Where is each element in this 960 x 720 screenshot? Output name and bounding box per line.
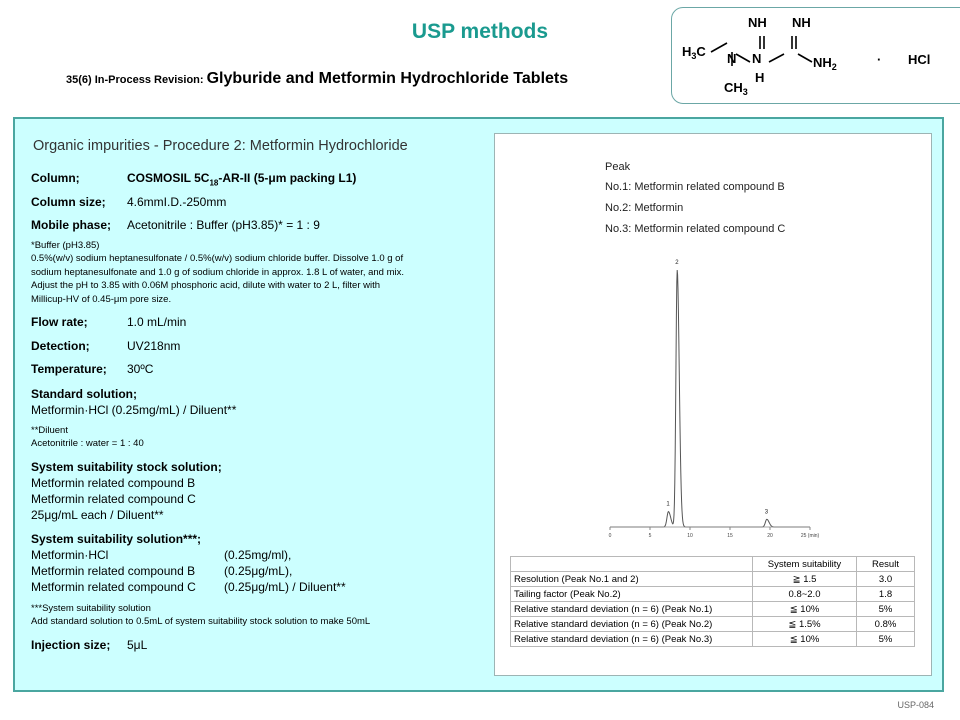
subtitle-main: Glyburide and Metformin Hydrochloride Tablets [206, 70, 569, 87]
column-value: COSMOSIL $5C_{18}-AR-II$ (5-μm packing L1) [127, 171, 357, 188]
peak-legend-title: Peak [605, 161, 631, 173]
column-row [31, 171, 356, 187]
buffer-note-line: 0.5%(w/v) sodium heptanesulfonate / 0.5%(w/v) sodium chloride buffer. Dissolve 1.0 g of [31, 253, 404, 265]
ss-row: Metformin·HCl (0.25mg/ml), [31, 548, 292, 562]
table-cell: 5% [857, 632, 915, 647]
struct-n-2: N [752, 51, 762, 66]
buffer-note-line: Millicup-HV of 0.45-μm pore size. [31, 293, 172, 305]
standard-solution-value: Metformin·HCl (0.25mg/mL) / Diluent** [31, 403, 237, 417]
x-tick-label: 20 [767, 533, 773, 539]
flow-rate-row [31, 315, 186, 329]
column-size-value: 4.6mmI.D.-250mm [127, 195, 227, 209]
x-tick-label: 0 [608, 533, 612, 539]
x-tick-label: 25 (min) [800, 533, 820, 539]
method-heading: Organic impurities - Procedure 2: Metformin Hydrochloride [33, 138, 408, 154]
temperature-row [31, 362, 153, 376]
struct-ch3: $CH_3$ [724, 80, 748, 97]
mobile-phase-label: Mobile phase; [31, 218, 112, 232]
struct-nh2: $NH_2$ [813, 55, 837, 72]
results-header-row [511, 557, 915, 572]
table-cell: Relative standard deviation (n = 6) (Peak No.1) [511, 602, 753, 617]
ss-row: Metformin related compound B (0.25μg/mL), [31, 564, 293, 578]
diluent-note [31, 424, 144, 451]
table-cell: 5% [857, 602, 915, 617]
sss-line: Metformin related compound C [31, 492, 196, 506]
footer-code: USP-084 [897, 700, 934, 710]
detection-label: Detection; [31, 339, 90, 353]
table-row [511, 632, 915, 647]
chemical-structure [671, 7, 960, 104]
metformin-hcl-structure [672, 8, 960, 105]
table-cell: ≦ 1.5% [753, 617, 857, 632]
table-cell: ≦ 10% [753, 632, 857, 647]
ss-note [31, 602, 370, 629]
column-label: Column; [31, 171, 80, 185]
table-row [511, 602, 915, 617]
table-cell: ≦ 10% [753, 602, 857, 617]
x-tick-label: 5 [648, 533, 652, 539]
temperature-label: Temperature; [31, 362, 107, 376]
results-header-cell: System suitability [753, 557, 857, 572]
table-cell: 1.8 [857, 587, 915, 602]
buffer-note-line: Adjust the pH to 3.85 with 0.06M phosphoric acid, dilute with water to 2 L, filter with [31, 280, 381, 292]
struct-dot: · [877, 52, 882, 67]
flow-rate-label: Flow rate; [31, 315, 88, 329]
struct-h3c: $H_3C$ [682, 44, 706, 61]
x-tick-label: 10 [687, 533, 693, 539]
sss-block [31, 460, 222, 523]
table-cell: 3.0 [857, 572, 915, 587]
sss-lines [31, 475, 222, 523]
diluent-note-line: Acetonitrile : water = 1 : 40 [31, 438, 144, 450]
injection-value: 5μL [127, 638, 148, 652]
x-tick-label: 15 [727, 533, 733, 539]
buffer-note [31, 239, 404, 306]
peak-legend-item: No.1: Metformin related compound B [605, 181, 785, 193]
peak-label: 2 [675, 260, 679, 266]
ss-note-line: Add standard solution to 0.5mL of system suitability stock solution to make 50mL [31, 616, 371, 628]
injection-row [31, 638, 147, 652]
page-subtitle [66, 70, 568, 88]
detection-row [31, 339, 180, 353]
table-cell: Relative standard deviation (n = 6) (Peak No.2) [511, 617, 753, 632]
flow-rate-value: 1.0 mL/min [127, 315, 187, 329]
standard-solution-block [31, 387, 236, 417]
column-size-label: Column size; [31, 195, 106, 209]
standard-solution-label: Standard solution; [31, 387, 137, 401]
table-cell: 0.8% [857, 617, 915, 632]
results-table [510, 556, 915, 647]
struct-hcl: HCl [908, 52, 931, 67]
ss-block [31, 532, 346, 595]
mobile-phase-value: Acetonitrile : Buffer (pH3.85)* = 1 : 9 [127, 218, 320, 232]
table-row [511, 617, 915, 632]
subtitle-prefix: 35(6) In-Process Revision: [66, 74, 207, 86]
page-title: USP methods [411, 20, 549, 43]
struct-n-1: N [727, 51, 737, 66]
buffer-note-line: sodium heptanesulfonate and 1.0 g of sodium chloride in approx. 1.8 L of water, and mix. [31, 266, 405, 278]
column-size-row [31, 195, 226, 209]
table-row [511, 587, 915, 602]
ss-label: System suitability solution***; [31, 532, 202, 546]
struct-nh-2: NH [792, 15, 811, 30]
ss-rows [31, 547, 346, 595]
chromatogram-trace [610, 270, 810, 527]
table-cell: Tailing factor (Peak No.2) [511, 587, 753, 602]
injection-label: Injection size; [31, 638, 111, 652]
ss-note-line: ***System suitability solution [31, 603, 151, 614]
table-cell: ≧ 1.5 [753, 572, 857, 587]
table-cell: Resolution (Peak No.1 and 2) [511, 572, 753, 587]
peak-legend-item: No.2: Metformin [605, 202, 684, 214]
diluent-note-line: **Diluent [31, 425, 68, 436]
results-header-cell [511, 557, 753, 572]
peak-label: 1 [666, 501, 670, 508]
mobile-phase-row [31, 218, 320, 232]
struct-nh-1: NH [748, 15, 767, 30]
sss-label: System suitability stock solution; [31, 460, 222, 474]
table-row [511, 572, 915, 587]
sss-line: 25μg/mL each / Diluent** [31, 508, 164, 522]
table-cell: Relative standard deviation (n = 6) (Peak No.3) [511, 632, 753, 647]
detection-value: UV218nm [127, 339, 181, 353]
sss-line: Metformin related compound B [31, 476, 196, 490]
ss-row: Metformin related compound C (0.25μg/mL) / Diluent** [31, 580, 346, 594]
table-cell: 0.8~2.0 [753, 587, 857, 602]
results-header-cell: Result [857, 557, 915, 572]
chromatogram [600, 255, 840, 545]
struct-h: H [755, 70, 765, 85]
buffer-note-line: *Buffer (pH3.85) [31, 240, 100, 251]
temperature-value: 30ºC [127, 362, 154, 376]
peak-legend-item: No.3: Metformin related compound C [605, 223, 786, 235]
peak-label: 3 [764, 509, 769, 516]
